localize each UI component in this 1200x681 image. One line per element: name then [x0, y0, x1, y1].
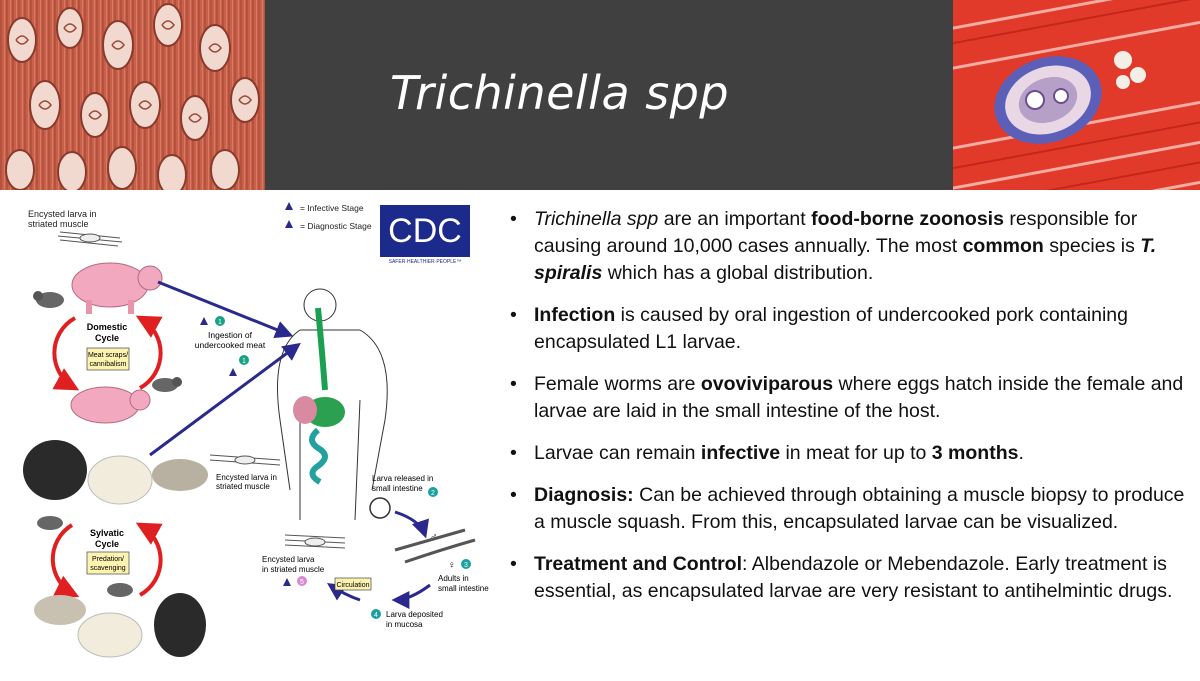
b6-bold: Treatment and Control [534, 553, 743, 575]
rat-icon [33, 291, 64, 308]
boar-icon [152, 459, 208, 491]
muscle-strip-mid [210, 455, 280, 465]
legend [285, 202, 372, 231]
pig-icon-2 [71, 387, 150, 423]
meat-scraps-label-2: cannibalism [89, 361, 127, 368]
step-4-label: 4 [374, 612, 378, 619]
encysted-bottom-label-1: Encysted larva [262, 555, 315, 564]
b1-text-1: are an important [658, 208, 812, 230]
boar-icon-2 [34, 595, 86, 625]
b3-bold: ovoviviparous [700, 373, 834, 395]
ingestion-label-1: Ingestion of [208, 330, 252, 340]
b4-text-3: . [1018, 442, 1024, 464]
step-1-label-2: 1 [242, 358, 246, 365]
muscle-histology-image [0, 0, 265, 190]
bullet-6 [508, 551, 1188, 605]
diagnostic-stage-icon [285, 220, 293, 228]
b5-bold: Diagnosis: [534, 484, 634, 506]
b2-text: is caused by oral ingestion of undercooked pork containing encapsulated L1 larvae. [534, 304, 1128, 353]
b3-text-2: where eggs hatch inside the female and larvae are laid in the small intestine of the host. [534, 373, 1184, 422]
bullet-5 [508, 482, 1188, 536]
bullet-4 [508, 440, 1188, 467]
b2-bold: Infection [534, 304, 616, 326]
bullet-3 [508, 371, 1188, 425]
b4-text-1: Larvae can remain [534, 442, 701, 464]
predation-label-2: scavenging [90, 565, 126, 572]
adults-label-2: small intestine [438, 584, 489, 593]
ingestion-label-2: undercooked meat [194, 340, 266, 350]
rat-icon-2 [152, 377, 182, 392]
muscle-strip-top [58, 232, 122, 246]
legend-infective: = Infective Stage [300, 203, 364, 213]
b4-text-2: in meat for up to [780, 442, 932, 464]
circulation-label: Circulation [336, 582, 370, 589]
b1-text-3: species is [1043, 235, 1141, 257]
polar-bear-icon [88, 456, 152, 504]
larva-released-label-1: Larva released in [372, 474, 434, 483]
bullet-1 [508, 206, 1188, 287]
step-1-label: 1 [218, 319, 222, 326]
cdc-logo [380, 205, 470, 265]
step-2-label: 2 [431, 490, 435, 497]
sylvatic-cycle-label-2: Cycle [94, 539, 120, 549]
b1-species: T. spiralis [534, 235, 1157, 284]
bear-icon-2 [154, 593, 206, 657]
encysted-top-label-1: Encysted larva in [28, 209, 97, 219]
b1-genus: Trichinella spp [534, 208, 659, 230]
larva-released-label-2: small intestine [372, 484, 423, 493]
bullet-2 [508, 302, 1188, 356]
bullet-list [508, 206, 1188, 620]
diagnostic-marker-icon [283, 578, 291, 586]
title-bar [265, 0, 953, 190]
muscle-strip-bottom [285, 535, 345, 548]
meat-scraps-label-1: Meat scraps/ [87, 352, 129, 359]
rat-icon-4 [107, 583, 133, 597]
larva-icon [370, 498, 390, 518]
cdc-logo-text: CDC [388, 212, 462, 250]
domestic-cycle-label-2: Cycle [94, 333, 120, 343]
larva-deposited-label-1: Larva deposited [386, 610, 443, 619]
b1-text-2: responsible for causing around 10,000 cases annually. The most [534, 208, 1138, 257]
encysted-bottom-label-2: in striated muscle [262, 565, 325, 574]
sylvatic-cycle-label-1: Sylvatic [89, 528, 125, 538]
encysted-mid-label-1: Encysted larva in [216, 473, 277, 482]
b1-bold-2: common [962, 235, 1044, 257]
infective-stage-icon [285, 202, 293, 210]
b3-text-1: Female worms are [534, 373, 701, 395]
polar-bear-icon-2 [78, 613, 142, 657]
larva-cross-section-image [953, 0, 1200, 190]
slide-title: Trichinella spp [390, 66, 730, 120]
b1-text-4: which has a global distribution. [602, 262, 874, 284]
pig-icon [72, 263, 162, 314]
b5-text: Can be achieved through obtaining a muscle biopsy to produce a muscle squash. From this, encapsulated larvae can be visualized. [534, 484, 1185, 533]
female-symbol: ♀ [448, 560, 456, 571]
encysted-mid-label-2: striated muscle [216, 482, 270, 491]
legend-diagnostic: = Diagnostic Stage [300, 221, 372, 231]
bear-icon [23, 440, 87, 500]
infective-marker-icon-2 [229, 368, 237, 376]
male-symbol: ♂ [430, 532, 438, 543]
domestic-cycle-label-1: Domestic [86, 322, 128, 332]
b4-bold-2: 3 months [931, 442, 1019, 464]
predation-label-1: Predation/ [92, 556, 124, 563]
adults-label-1: Adults in [438, 574, 469, 583]
larva-deposited-label-2: in mucosa [386, 620, 423, 629]
rat-icon-3 [37, 516, 63, 530]
infective-marker-icon [200, 317, 208, 325]
b4-bold-1: infective [700, 442, 781, 464]
step-5-label: 5 [300, 579, 304, 586]
lifecycle-diagram [0, 190, 515, 676]
b6-text: : Albendazole or Mebendazole. Early treatment is essential, as encapsulated larvae are very resistant to antihelmintic drugs. [534, 553, 1173, 602]
b1-bold-1: food-borne zoonosis [811, 208, 1004, 230]
encysted-top-label-2: striated muscle [28, 219, 89, 229]
cdc-tagline: SAFER·HEALTHIER·PEOPLE™ [388, 259, 462, 265]
step-3-label: 3 [464, 562, 468, 569]
